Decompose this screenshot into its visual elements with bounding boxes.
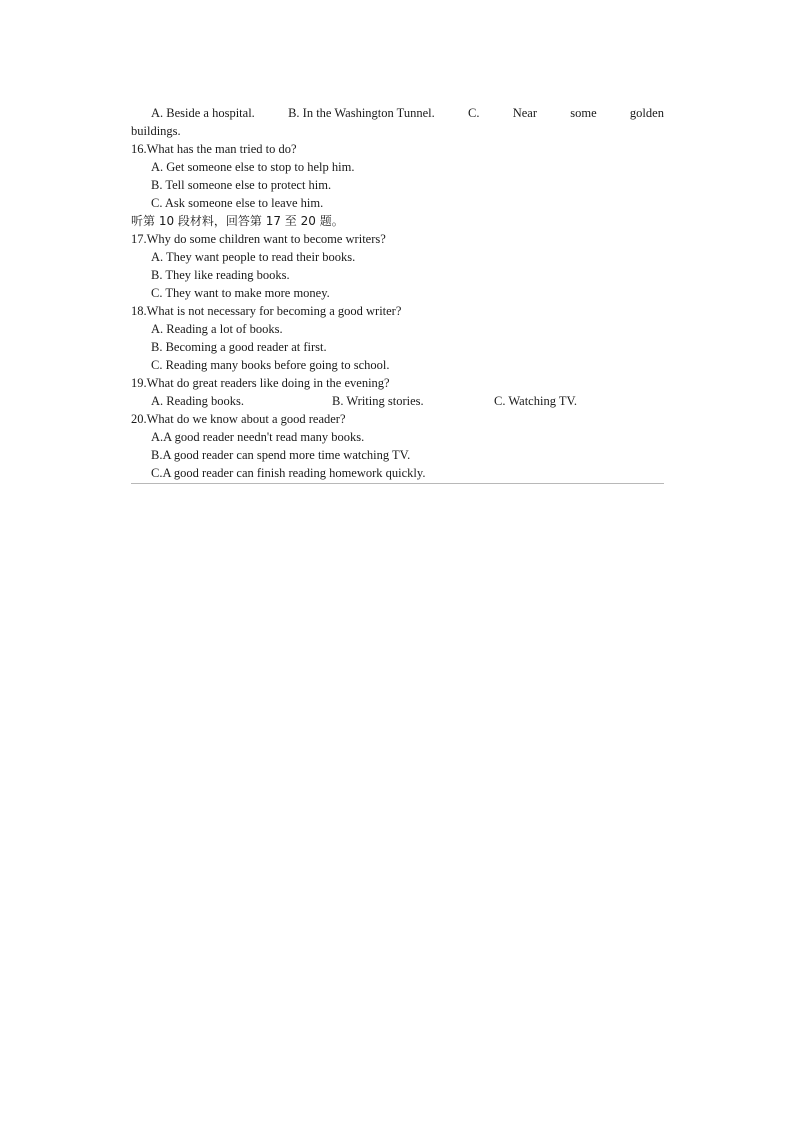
q16-question: 16.What has the man tried to do? <box>131 142 297 156</box>
bottom-divider <box>131 483 664 484</box>
q18-option-a: A. Reading a lot of books. <box>151 322 283 336</box>
q19-question: 19.What do great readers like doing in the evening? <box>131 376 390 390</box>
q19-option-b: B. Writing stories. <box>332 394 424 408</box>
q20-option-b: B.A good reader can spend more time watching TV. <box>151 448 411 462</box>
q18-question: 18.What is not necessary for becoming a good writer? <box>131 304 402 318</box>
q15-option-c-label: C. <box>468 106 480 120</box>
q15-option-b: B. In the Washington Tunnel. <box>288 106 435 120</box>
q18-option-b: B. Becoming a good reader at first. <box>151 340 327 354</box>
document-page <box>131 104 664 484</box>
q19-options-row <box>131 392 664 410</box>
q16-option-a: A. Get someone else to stop to help him. <box>151 160 355 174</box>
q17-option-c: C. They want to make more money. <box>151 286 330 300</box>
q15-options-row <box>131 104 664 122</box>
q19-option-c: C. Watching TV. <box>494 394 578 408</box>
q17-option-b: B. They like reading books. <box>151 268 290 282</box>
q17-question: 17.Why do some children want to become writers? <box>131 232 386 246</box>
q15-option-c-continuation: buildings. <box>131 124 181 138</box>
q15-option-c-word-near: Near <box>512 106 538 120</box>
q20-option-c: C.A good reader can finish reading homework quickly. <box>151 466 426 480</box>
q16-option-c: C. Ask someone else to leave him. <box>151 196 324 210</box>
q20-question: 20.What do we know about a good reader? <box>131 412 346 426</box>
q15-option-a: A. Beside a hospital. <box>151 106 255 120</box>
section-instruction: 听第 10 段材料，回答第 17 至 20 题。 <box>131 214 344 228</box>
q18-option-c: C. Reading many books before going to school. <box>151 358 390 372</box>
q20-option-a: A.A good reader needn't read many books. <box>151 430 365 444</box>
q15-option-c-word-some: some <box>570 106 597 120</box>
q15-option-c-word-golden: golden <box>629 106 664 120</box>
q17-option-a: A. They want people to read their books. <box>151 250 356 264</box>
q16-option-b: B. Tell someone else to protect him. <box>151 178 332 192</box>
q19-option-a: A. Reading books. <box>151 394 245 408</box>
